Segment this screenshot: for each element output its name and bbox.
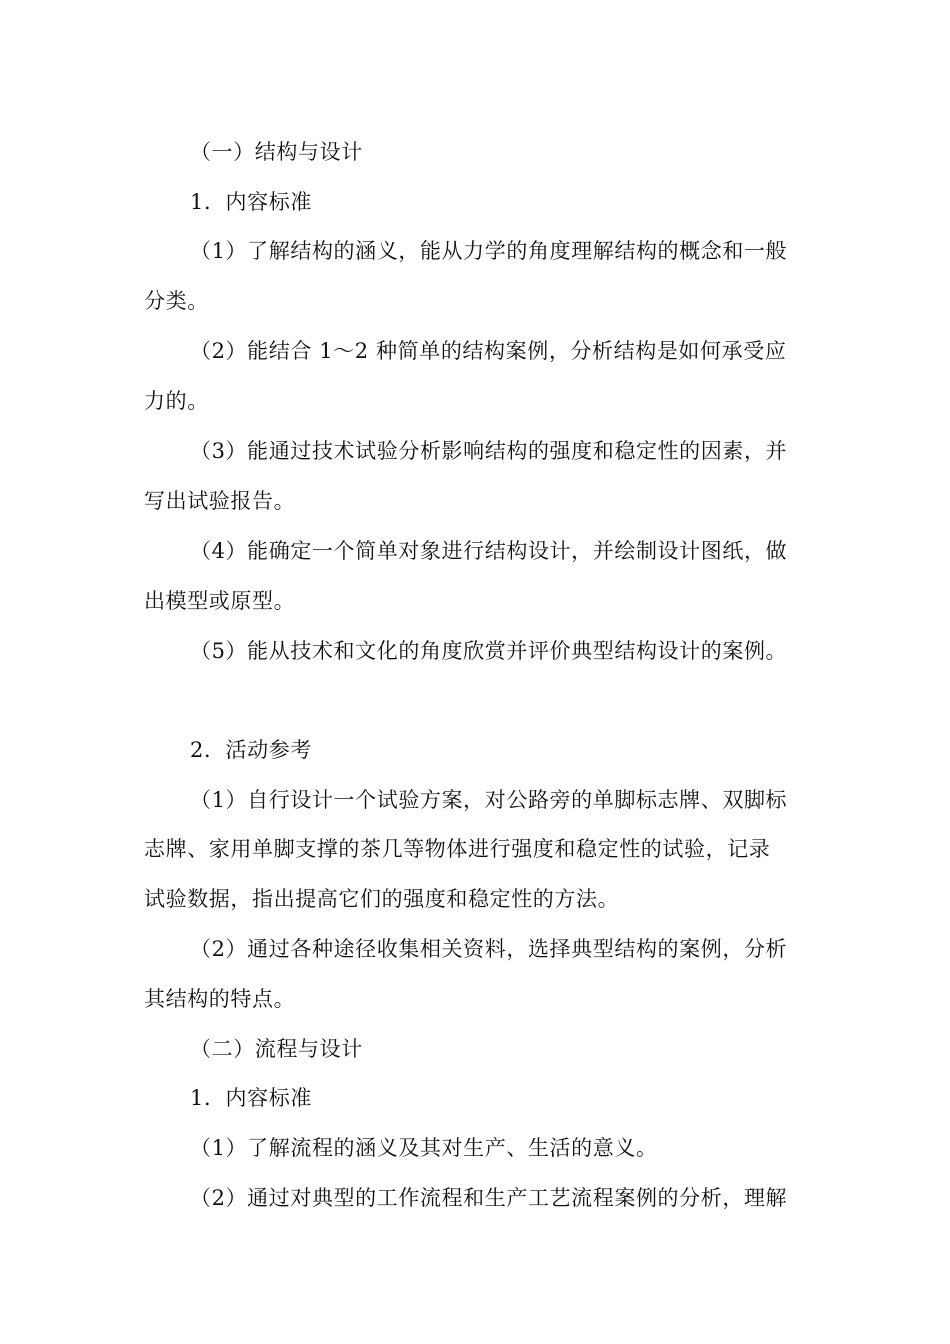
paragraph-line: （1）自行设计一个试验方案，对公路旁的单脚标志牌、双脚标 [190, 788, 788, 812]
paragraph-line: 分类。 [144, 289, 209, 313]
paragraph-line: （2）能结合 1～2 种简单的结构案例，分析结构是如何承受应 [190, 339, 787, 363]
paragraph-line: （5）能从技术和文化的角度欣赏并评价典型结构设计的案例。 [190, 639, 788, 663]
paragraph-line: 出模型或原型。 [144, 589, 296, 613]
paragraph-line: （1）了解结构的涵义，能从力学的角度理解结构的概念和一般 [190, 239, 788, 263]
paragraph-line: 写出试验报告。 [144, 489, 296, 513]
paragraph-line: （2）通过各种途径收集相关资料，选择典型结构的案例，分析 [190, 937, 788, 961]
subheading-activity-reference: 2．活动参考 [190, 738, 312, 762]
paragraph-line: （2）通过对典型的工作流程和生产工艺流程案例的分析，理解 [190, 1186, 788, 1210]
paragraph-line: 力的。 [144, 389, 209, 413]
paragraph-line: （3）能通过技术试验分析影响结构的强度和稳定性的因素，并 [190, 439, 788, 463]
paragraph-line: 试验数据，指出提高它们的强度和稳定性的方法。 [144, 887, 620, 911]
section-heading-process-design: （二）流程与设计 [190, 1037, 363, 1061]
subheading-content-standard: 1．内容标准 [190, 190, 312, 214]
section-heading-structure-design: （一）结构与设计 [190, 140, 363, 164]
paragraph-line: 其结构的特点。 [144, 987, 296, 1011]
paragraph-line: （1）了解流程的涵义及其对生产、生活的意义。 [190, 1136, 658, 1160]
paragraph-line: 志牌、家用单脚支撑的茶几等物体进行强度和稳定性的试验，记录 [144, 837, 771, 861]
subheading-content-standard: 1．内容标准 [190, 1086, 312, 1110]
paragraph-line: （4）能确定一个简单对象进行结构设计，并绘制设计图纸，做 [190, 539, 788, 563]
